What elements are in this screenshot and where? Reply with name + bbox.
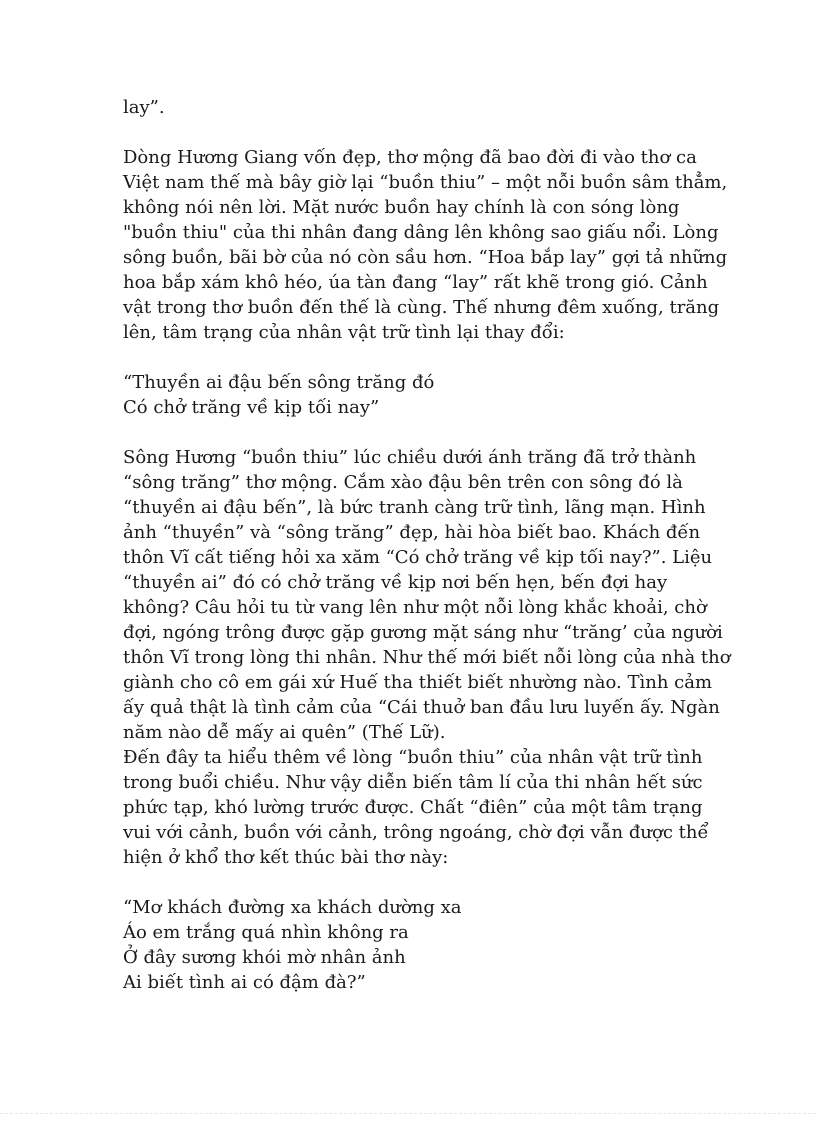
- text-line: hiện ở khổ thơ kết thúc bài thơ này:: [123, 847, 449, 868]
- poem-line: Ở đây sương khói mờ nhân ảnh: [123, 947, 406, 968]
- text-line: Dòng Hương Giang vốn đẹp, thơ mộng đã bao đời đi vào thơ ca: [123, 147, 697, 168]
- poem-line: “Mơ khách đường xa khách dường xa: [123, 897, 462, 918]
- paragraph-gap: [123, 345, 683, 370]
- text-line: hoa bắp xám khô héo, úa tàn đang “lay” rất khẽ trong gió. Cảnh: [123, 272, 708, 293]
- poem-line: Có chở trăng về kịp tối nay”: [123, 397, 380, 418]
- paragraph-1: [123, 145, 728, 345]
- poem-line: Ai biết tình ai có đậm đà?”: [123, 972, 366, 993]
- continuation-line: lay”.: [123, 97, 165, 118]
- text-line: sông buồn, bãi bờ của nó còn sầu hơn. “Hoa bắp lay” gợi tả những: [123, 247, 728, 268]
- paragraph-3: [123, 745, 709, 870]
- poem-line: “Thuyền ai đậu bến sông trăng đó: [123, 372, 435, 393]
- text-line: đợi, ngóng trông được gặp gương mặt sáng như “trăng’ của người: [123, 622, 723, 643]
- poem-quote-2: [123, 895, 683, 995]
- document-page: [123, 95, 731, 995]
- paragraph-gap: [123, 120, 683, 145]
- paragraph-gap: [123, 870, 683, 895]
- text-line: “thuyền ai” đó có chở trăng về kịp nơi bến hẹn, bến đợi hay: [123, 572, 668, 593]
- text-line: vật trong thơ buồn đến thế là cùng. Thế nhưng đêm xuống, trăng: [123, 297, 720, 318]
- text-line: "buồn thiu" của thi nhân đang dâng lên không sao giấu nổi. Lòng: [123, 222, 719, 243]
- text-line: năm nào dễ mấy ai quên” (Thế Lữ).: [123, 722, 446, 743]
- text-line: ấy quả thật là tình cảm của “Cái thuở ban đầu lưu luyến ấy. Ngàn: [123, 697, 720, 718]
- text-line: lên, tâm trạng của nhân vật trữ tình lại thay đổi:: [123, 322, 565, 343]
- poem-quote-1: [123, 370, 683, 420]
- paragraph-2: [123, 445, 731, 745]
- text-line: phức tạp, khó lường trước được. Chất “điên” của một tâm trạng: [123, 797, 703, 818]
- text-line: Sông Hương “buồn thiu” lúc chiều dưới ánh trăng đã trở thành: [123, 447, 697, 468]
- text-line: trong buổi chiều. Như vậy diễn biến tâm lí của thi nhân hết sức: [123, 772, 703, 793]
- text-line: ảnh “thuyền” và “sông trăng” đẹp, hài hòa biết bao. Khách đến: [123, 522, 701, 543]
- text-line: không nói nên lời. Mặt nước buồn hay chính là con sóng lòng: [123, 197, 680, 218]
- text-line: “thuyền ai đậu bến”, là bức tranh càng trữ tình, lãng mạn. Hình: [123, 497, 706, 518]
- text-line: thôn Vĩ trong lòng thi nhân. Như thế mới biết nỗi lòng của nhà thơ: [123, 647, 731, 668]
- page-bottom-divider: [0, 1113, 816, 1114]
- paragraph-gap: [123, 420, 683, 445]
- poem-line: Áo em trắng quá nhìn không ra: [123, 922, 409, 943]
- text-line: giành cho cô em gái xứ Huế tha thiết biết nhường nào. Tình cảm: [123, 672, 713, 693]
- text-line: không? Câu hỏi tu từ vang lên như một nỗi lòng khắc khoải, chờ: [123, 597, 707, 618]
- text-line: Đến đây ta hiểu thêm về lòng “buồn thiu” của nhân vật trữ tình: [123, 747, 703, 768]
- text-line: “sông trăng” thơ mộng. Cắm xào đậu bên trên con sông đó là: [123, 472, 683, 493]
- text-line: Việt nam thế mà bây giờ lại “buồn thiu” – một nỗi buồn sâm thẳm,: [123, 172, 728, 193]
- text-line: thôn Vĩ cất tiếng hỏi xa xăm “Có chở trăng về kịp tối nay?”. Liệu: [123, 547, 713, 568]
- text-line: vui với cảnh, buồn với cảnh, trông ngoáng, chờ đợi vẫn được thể: [123, 822, 709, 843]
